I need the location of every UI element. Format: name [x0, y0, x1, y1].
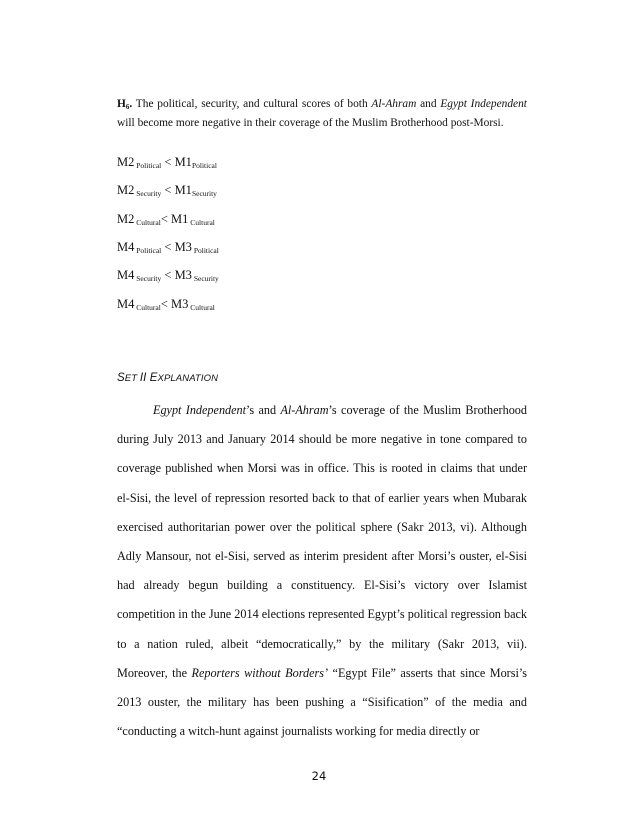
inequality: M4 Political < M3 Political — [117, 240, 219, 255]
inequality: M2 Security < M1Security — [117, 183, 217, 198]
hypothesis-paragraph: $H_6$. The political, security, and cultural scores of both Al-Ahram and Egypt Independent will become more negative in their coverage of the Muslim Brotherhood post-Morsi. — [117, 98, 527, 129]
hypothesis-label: $H_6$. — [117, 98, 133, 111]
inequality: M2 Political < M1Political — [117, 155, 217, 170]
inequality: M4 Cultural< M3 Cultural — [117, 297, 215, 312]
organization-name: Reporters without Borders’ — [191, 665, 329, 680]
page-number: 24 — [311, 769, 327, 783]
outlet-al-ahram: Al-Ahram — [280, 403, 329, 417]
outlet-al-ahram: Al-Ahram — [371, 98, 417, 110]
inequality: M4 Security < M3 Security — [117, 268, 219, 283]
section-heading: SET II EXPLANATION — [117, 372, 219, 384]
body-paragraph: Egypt Independent’s and Al-Ahram’s coverage of the Muslim Brotherhood during July 2013 and January 2014 should be more negative in tone compared to coverage published when Morsi was in office. This is rooted in claims that under el-Sisi, the level of repression resorted back to that of earlier years when Mubarak exercised authoritarian power over the political sphere (Sakr 2013, vi). Although Adly Mansour, not el-Sisi, served as interim president after Morsi’s ouster, el-Sisi had already begun building a constituency. El-Sisi’s victory over Islamist competition in the June 2014 elections represented Egypt’s political regression back to a nation ruled, albeit “democratically,” by the military (Sakr 2013, vii). Moreover, the Reporters without Borders’ “Egypt File” asserts that since Morsi’s 2013 ouster, the military has been pushing a “Sisification” of the media and “conducting a witch-hunt against journalists working for media directly or — [117, 403, 527, 739]
outlet-egypt-independent: Egypt Independent — [440, 98, 527, 110]
inequality: M2 Cultural< M1 Cultural — [117, 212, 215, 227]
outlet-egypt-independent: Egypt Independent — [153, 403, 247, 417]
